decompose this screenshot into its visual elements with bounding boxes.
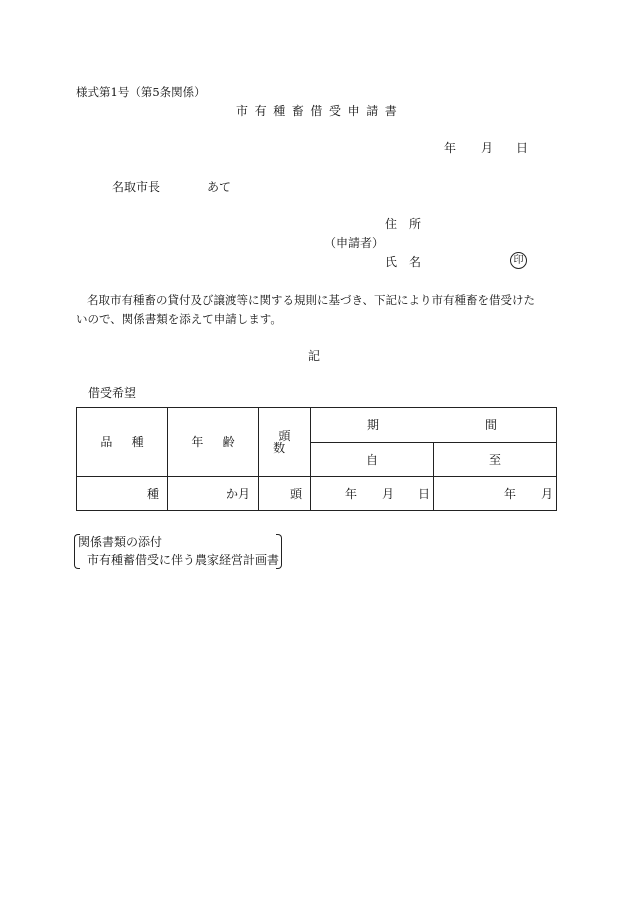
seal-mark: 印 — [510, 252, 527, 269]
from-year-label: 年 — [345, 486, 358, 501]
form-number: 様式第1号（第5条関係） — [76, 85, 206, 99]
body-text-line-1: 名取市有種畜の貸付及び譲渡等に関する規則に基づき、下記により市有種畜を借受けた — [87, 293, 536, 307]
to-year-label: 年 — [504, 486, 517, 501]
request-table — [76, 407, 557, 511]
header-age: 年齢 — [168, 408, 259, 477]
header-breed: 品種 — [77, 408, 168, 477]
addressee-name: 名取市長 — [112, 180, 161, 194]
to-month-label: 月 — [541, 486, 554, 501]
header-period-a: 期 — [367, 418, 380, 432]
addressee-suffix: あて — [207, 180, 232, 194]
attachments-heading: 関係書類の添付 — [78, 535, 163, 549]
breed-unit: 種 — [146, 486, 159, 501]
cell-head-count[interactable] — [259, 477, 311, 511]
date-month-label: 月 — [481, 141, 494, 155]
header-head-count: 頭数 — [259, 408, 311, 477]
ki-heading: 記 — [308, 349, 321, 363]
document-title: 市有種畜借受申請書 — [236, 104, 404, 118]
date-day-label: 日 — [516, 141, 529, 155]
applicant-name-label: 氏 名 — [385, 255, 422, 269]
section-label: 借受希望 — [88, 386, 137, 400]
cell-to-date[interactable] — [434, 477, 557, 511]
attachments-box — [74, 534, 282, 568]
count-unit: 頭 — [289, 486, 302, 501]
header-from: 自 — [311, 443, 434, 477]
attachments-item: 市有種蓄借受に伴う農家経営計画書 — [87, 553, 280, 567]
cell-from-date[interactable] — [311, 477, 434, 511]
from-month-label: 月 — [382, 486, 395, 501]
from-day-label: 日 — [418, 486, 431, 501]
applicant-address-label: 住 所 — [385, 217, 422, 231]
body-text-line-2: いので、関係書類を添えて申請します。 — [76, 312, 282, 326]
date-year-label: 年 — [444, 141, 457, 155]
cell-breed[interactable] — [77, 477, 168, 511]
header-period — [311, 408, 557, 443]
cell-age[interactable] — [168, 477, 259, 511]
header-period-b: 間 — [485, 418, 498, 432]
age-unit: か月 — [225, 486, 250, 501]
table-row — [77, 477, 557, 511]
header-to: 至 — [434, 443, 557, 477]
applicant-role-label: （申請者） — [324, 236, 385, 250]
